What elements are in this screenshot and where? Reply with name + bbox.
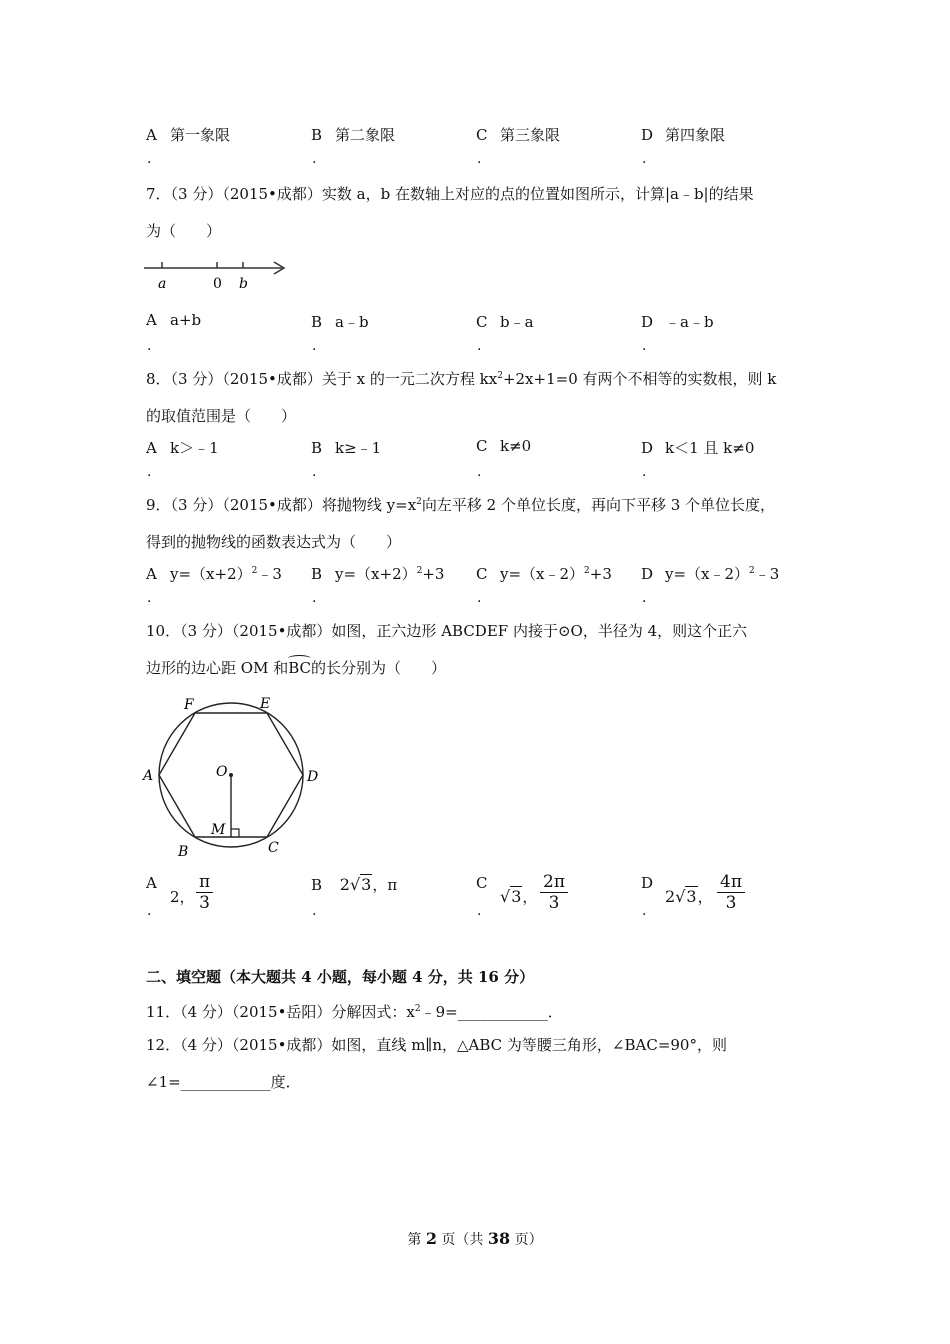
q8-option-b: B k≥﹣1 <box>311 439 382 457</box>
q6-option-d: D 第四象限 <box>641 126 726 144</box>
q10-option-b: B 2√3，π <box>311 875 398 894</box>
q9-option-b: B $y=(x+2)^2+3$ <box>311 565 445 583</box>
option-dot: . <box>642 903 647 919</box>
option-dot: . <box>642 590 647 606</box>
sqrt-expression: √3 <box>500 887 522 906</box>
right-angle-mark <box>231 829 239 837</box>
q9-stem-line2: 得到的抛物线的函数表达式为（ ） <box>146 533 402 551</box>
label-b: B <box>178 844 189 860</box>
q8-stem-line2: 的取值范围是（ ） <box>146 407 297 425</box>
page-number: 2 <box>425 1229 437 1248</box>
option-dot: . <box>147 903 152 919</box>
option-dot: . <box>312 151 317 167</box>
label-c: C <box>268 840 279 856</box>
option-dot: . <box>477 151 482 167</box>
q10-option-a: A 2， $\frac{\pi}{3}$ <box>146 874 170 892</box>
number-line-figure <box>142 256 288 296</box>
arc-bc: BC <box>288 659 311 677</box>
fraction: $\frac{\pi}{3}$ <box>196 872 213 913</box>
option-dot: . <box>642 464 647 480</box>
q12-stem-line1: 12．（4 分）（2015•成都）如图，直线 m∥n，△ABC 为等腰三角形，∠BAC=90°，则 <box>146 1036 727 1054</box>
q9-option-a: A $y=(x+2)^2﹣3$ <box>146 565 282 583</box>
q9-option-c: C y=（x﹣2）$^2$+3 <box>476 565 612 583</box>
option-dot: . <box>147 590 152 606</box>
q7-option-c: C b﹣a <box>476 313 534 331</box>
section-title: 二、填空题（本大题共 4 小题，每小题 4 分，共 16 分） <box>146 968 535 986</box>
option-dot: . <box>312 590 317 606</box>
q9-stem-line1: 9．（3 分）（2015•成都）将抛物线 $y=x^2$向左平移 2 个单位长度，再向下平移 3 个单位长度， <box>146 496 776 514</box>
option-dot: . <box>147 151 152 167</box>
axis-label-b: b <box>239 276 248 292</box>
axis-label-0: 0 <box>213 276 222 292</box>
q10-option-d: D 2√3， $\frac{4\pi}{3}$ <box>641 874 665 892</box>
q7-option-d: D ﹣a﹣b <box>641 313 714 331</box>
label-o: O <box>216 764 228 780</box>
label-a: A <box>143 768 154 784</box>
option-dot: . <box>477 590 482 606</box>
q6-option-a: A 第一象限 <box>146 126 231 144</box>
sqrt-expression: 2√3 <box>339 875 372 894</box>
q8-stem-line1: 8．（3 分）（2015•成都）关于 x 的一元二次方程 $kx^2+2x+1=0$ 有两个不相等的实数根，则 k <box>146 370 777 388</box>
label-e: E <box>260 696 271 712</box>
q7-stem-line1: 7．（3 分）（2015•成都）实数 a，b 在数轴上对应的点的位置如图所示，计算|a﹣b|的结果 <box>146 185 754 203</box>
label-f: F <box>184 697 194 713</box>
q10-stem-line1: 10．（3 分）（2015•成都）如图，正六边形 ABCDEF 内接于⊙O，半径为 4，则这个正六 <box>146 622 748 640</box>
fraction: $\frac{2\pi}{3}$ <box>540 872 568 913</box>
option-dot: . <box>477 903 482 919</box>
option-dot: . <box>477 338 482 354</box>
q8-option-a: A k＞﹣1 <box>146 439 219 457</box>
option-dot: . <box>312 903 317 919</box>
center-point <box>229 773 233 777</box>
q6-option-b: B 第二象限 <box>311 126 396 144</box>
option-dot: . <box>312 464 317 480</box>
q9-option-d: D y=（x﹣2）$^2$﹣3 <box>641 565 780 583</box>
fraction: $\frac{4\pi}{3}$ <box>717 872 745 913</box>
total-pages: 38 <box>487 1229 511 1248</box>
q6-option-c: C 第三象限 <box>476 126 561 144</box>
q7-option-a: A a+b <box>146 311 202 329</box>
option-dot: . <box>312 338 317 354</box>
hexagon-figure <box>140 690 326 860</box>
option-dot: . <box>147 338 152 354</box>
q12-stem-line2: ∠1=____________度． <box>146 1073 301 1091</box>
q8-option-c: C k≠0 <box>476 437 532 455</box>
q7-stem-line2: 为（ ） <box>146 222 222 240</box>
q7-option-b: B a﹣b <box>311 313 369 331</box>
option-dot: . <box>477 464 482 480</box>
option-dot: . <box>642 151 647 167</box>
option-dot: . <box>642 338 647 354</box>
page-footer: 第 2 页（共 38 页） <box>407 1229 543 1248</box>
option-dot: . <box>147 464 152 480</box>
label-m: M <box>211 822 226 838</box>
axis-label-a: a <box>158 276 167 292</box>
q10-option-c: C √3， $\frac{2\pi}{3}$ <box>476 874 500 892</box>
label-d: D <box>307 769 319 785</box>
sqrt-expression: 2√3 <box>665 887 697 906</box>
q11-stem: 11．（4 分）（2015•岳阳）分解因式：$x^2﹣9=\_\_\_\_\_\_\_\_\_\_\_\_$． <box>146 1003 563 1021</box>
q8-option-d: D k＜1 且 k≠0 <box>641 439 755 457</box>
q10-stem-line2: 边形的边心距 OM 和BC的长分别为（ ） <box>146 659 446 677</box>
